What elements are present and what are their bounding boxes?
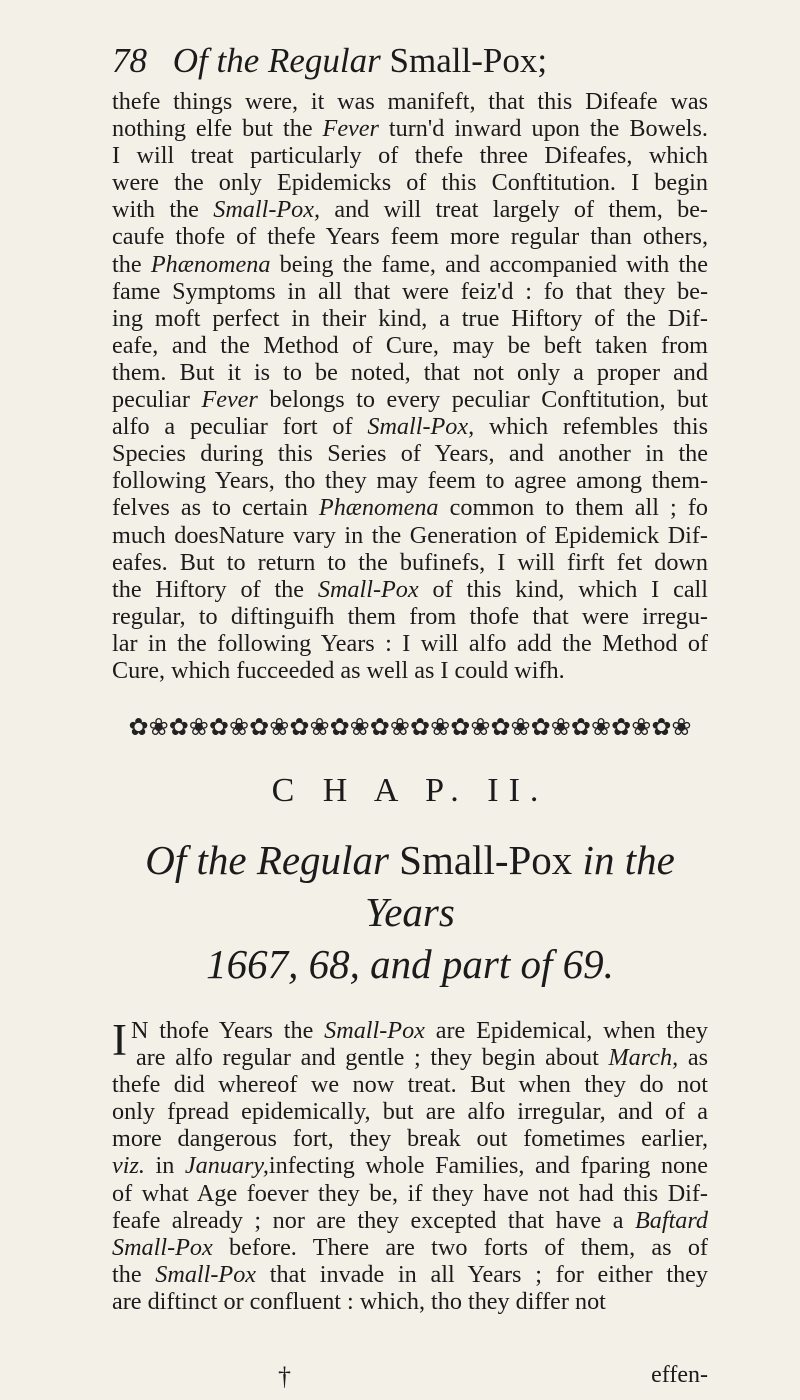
text-run: only fpread epidemically, but are alfo irregular, and of a	[112, 1098, 708, 1126]
text-line	[112, 196, 708, 223]
page-footer	[112, 1362, 708, 1392]
text-line	[112, 1288, 708, 1315]
text-run: of this kind, which I call	[418, 575, 708, 603]
italic-run: Fever	[201, 386, 258, 414]
italic-run: Phænomena	[318, 494, 439, 522]
text-line	[112, 1125, 708, 1152]
text-run: Cure, which fucceeded as well as I could wifh.	[112, 656, 565, 684]
text-line	[112, 413, 708, 440]
text-run: common to them all ; fo	[438, 494, 708, 522]
text-run: the Hiftory of the	[112, 575, 318, 603]
text-line	[112, 440, 708, 467]
chapter-title-part: Regular	[256, 837, 389, 883]
text-run: Species during this Series of Years, and another in the	[112, 440, 708, 468]
text-line	[112, 630, 708, 657]
text-run: and will treat largely of them, be-	[320, 196, 708, 224]
text-line	[112, 305, 708, 332]
text-run: more dangerous fort, they break out fometimes earlier,	[112, 1125, 708, 1153]
text-run: alfo a peculiar fort of	[112, 413, 368, 441]
text-line	[112, 223, 708, 250]
text-line	[112, 1044, 708, 1071]
running-title-italic: Of the Regular	[172, 41, 381, 80]
catchword: effen-	[651, 1362, 708, 1388]
text-run: were the only Epidemicks of this Conftitution. I begin	[112, 169, 708, 197]
italic-run: March,	[608, 1044, 679, 1072]
text-run: much doesNature vary in the Generation of Epidemick Dif-	[112, 521, 708, 549]
italic-run: Small-Pox	[112, 1233, 213, 1261]
text-line	[112, 1152, 708, 1179]
text-run: peculiar	[112, 386, 202, 414]
italic-run: Small-Pox	[155, 1260, 257, 1288]
italic-run: Small-Pox	[324, 1017, 425, 1044]
page-number: 78	[112, 41, 147, 80]
text-run: of what Age foever they be, if they have not had this Dif-	[112, 1179, 708, 1207]
chapter-title-part: and part of	[370, 941, 553, 987]
text-run: lar in the following Years : I will alfo add the Method of	[112, 629, 708, 657]
text-run: are alfo regular and gentle ; they begin about	[136, 1044, 609, 1072]
chapter-title-part: 69.	[552, 941, 614, 987]
text-line	[112, 115, 708, 142]
italic-run: Small-Pox	[317, 575, 419, 603]
text-run: regular, to diftinguifh them from thofe that were irregu-	[112, 602, 708, 630]
text-run: felves as to certain	[112, 494, 319, 522]
text-line	[112, 576, 708, 603]
text-line	[112, 332, 708, 359]
text-run: which refembles this	[474, 413, 708, 441]
drop-cap: I	[112, 1015, 127, 1065]
text-run: eafe, and the Method of Cure, may be beft taken from	[112, 331, 708, 359]
italic-run: Baftard	[634, 1206, 708, 1234]
text-line	[112, 359, 708, 386]
running-title-roman: Small-Pox;	[389, 41, 548, 80]
text-run: them. But it is to be noted, that not only a proper and	[112, 358, 708, 386]
text-line	[112, 1017, 708, 1044]
text-line	[112, 251, 708, 278]
chapter-title-part: 1667, 68,	[206, 941, 371, 987]
text-run: the	[112, 1260, 156, 1288]
text-run: are diftinct or confluent : which, tho they differ not	[112, 1287, 606, 1315]
text-line	[112, 1261, 708, 1288]
text-line	[112, 88, 708, 115]
chapter-title-part: Small-Pox	[388, 837, 583, 883]
text-run: eafes. But to return to the bufinefs, I will firft fet down	[112, 548, 708, 576]
ornamental-rule: ✿❀✿❀✿❀✿❀✿❀✿❀✿❀✿❀✿❀✿❀✿❀✿❀✿❀✿❀	[128, 715, 692, 741]
italic-run: Phænomena	[150, 250, 271, 278]
text-run: I will treat particularly of thefe three Difeafes, which	[112, 142, 708, 170]
text-run: are Epidemical, when they	[424, 1017, 708, 1044]
chapter-title-line-2	[112, 938, 708, 990]
text-line	[112, 1071, 708, 1098]
text-line	[112, 494, 708, 521]
text-run: before. There are two forts of them, as of	[212, 1233, 708, 1261]
text-line	[112, 1098, 708, 1125]
text-run: following Years, tho they may feem to agree among them-	[112, 467, 708, 495]
text-run: belongs to every peculiar Conftitution, but	[257, 386, 708, 414]
running-head	[112, 36, 712, 86]
italic-run: Small-Pox,	[367, 413, 475, 441]
text-line	[112, 657, 708, 684]
text-line	[112, 1234, 708, 1261]
signature-mark: †	[278, 1362, 291, 1391]
chapter-label: C H A P. II.	[271, 772, 549, 809]
text-run: in	[144, 1152, 185, 1180]
text-run: N thofe Years the	[131, 1017, 325, 1044]
italic-run: Fever	[322, 115, 379, 143]
text-run: ing moft perfect in their kind, a true Hiftory of the Dif-	[112, 304, 708, 332]
text-run: thefe things were, it was manifeft, that this Difeafe was	[112, 88, 708, 115]
text-run: caufe thofe of thefe Years feem more regular than others,	[112, 223, 708, 251]
text-run: fame Symptoms in all that were feiz'd : fo that they be-	[112, 277, 708, 305]
chapter-title	[112, 834, 708, 990]
text-run: nothing elfe but the	[112, 115, 323, 143]
text-line	[112, 386, 708, 413]
text-run: with the	[112, 196, 214, 224]
paragraph-2	[112, 1017, 708, 1315]
text-line	[112, 522, 708, 549]
text-line	[112, 1180, 708, 1207]
text-line	[112, 603, 708, 630]
italic-run: viz.	[112, 1152, 145, 1180]
text-line	[112, 278, 708, 305]
text-line	[112, 1207, 708, 1234]
italic-run: January,	[184, 1152, 269, 1180]
text-line	[112, 549, 708, 576]
text-run: turn'd inward upon the Bowels.	[378, 115, 708, 143]
text-run: as	[678, 1044, 708, 1072]
text-run: feafe already ; nor are they excepted that have a	[112, 1206, 635, 1234]
chapter-title-part: Of the	[145, 837, 257, 883]
text-line	[112, 142, 708, 169]
chapter-title-part: in the Years	[365, 837, 675, 935]
text-run: the	[112, 250, 151, 278]
text-run: that invade in all Years ; for either they	[256, 1260, 708, 1288]
text-run: being the fame, and accompanied with the	[270, 250, 709, 278]
text-run: infecting whole Families, and fparing none	[268, 1152, 708, 1180]
chapter-title-line-1	[112, 834, 708, 938]
text-line	[112, 467, 708, 494]
text-line	[112, 169, 708, 196]
paragraph-1	[112, 88, 708, 684]
text-run: thefe did whereof we now treat. But when they do not	[112, 1071, 708, 1099]
paragraph-2-body	[112, 1017, 708, 1315]
italic-run: Small-Pox,	[213, 196, 321, 224]
